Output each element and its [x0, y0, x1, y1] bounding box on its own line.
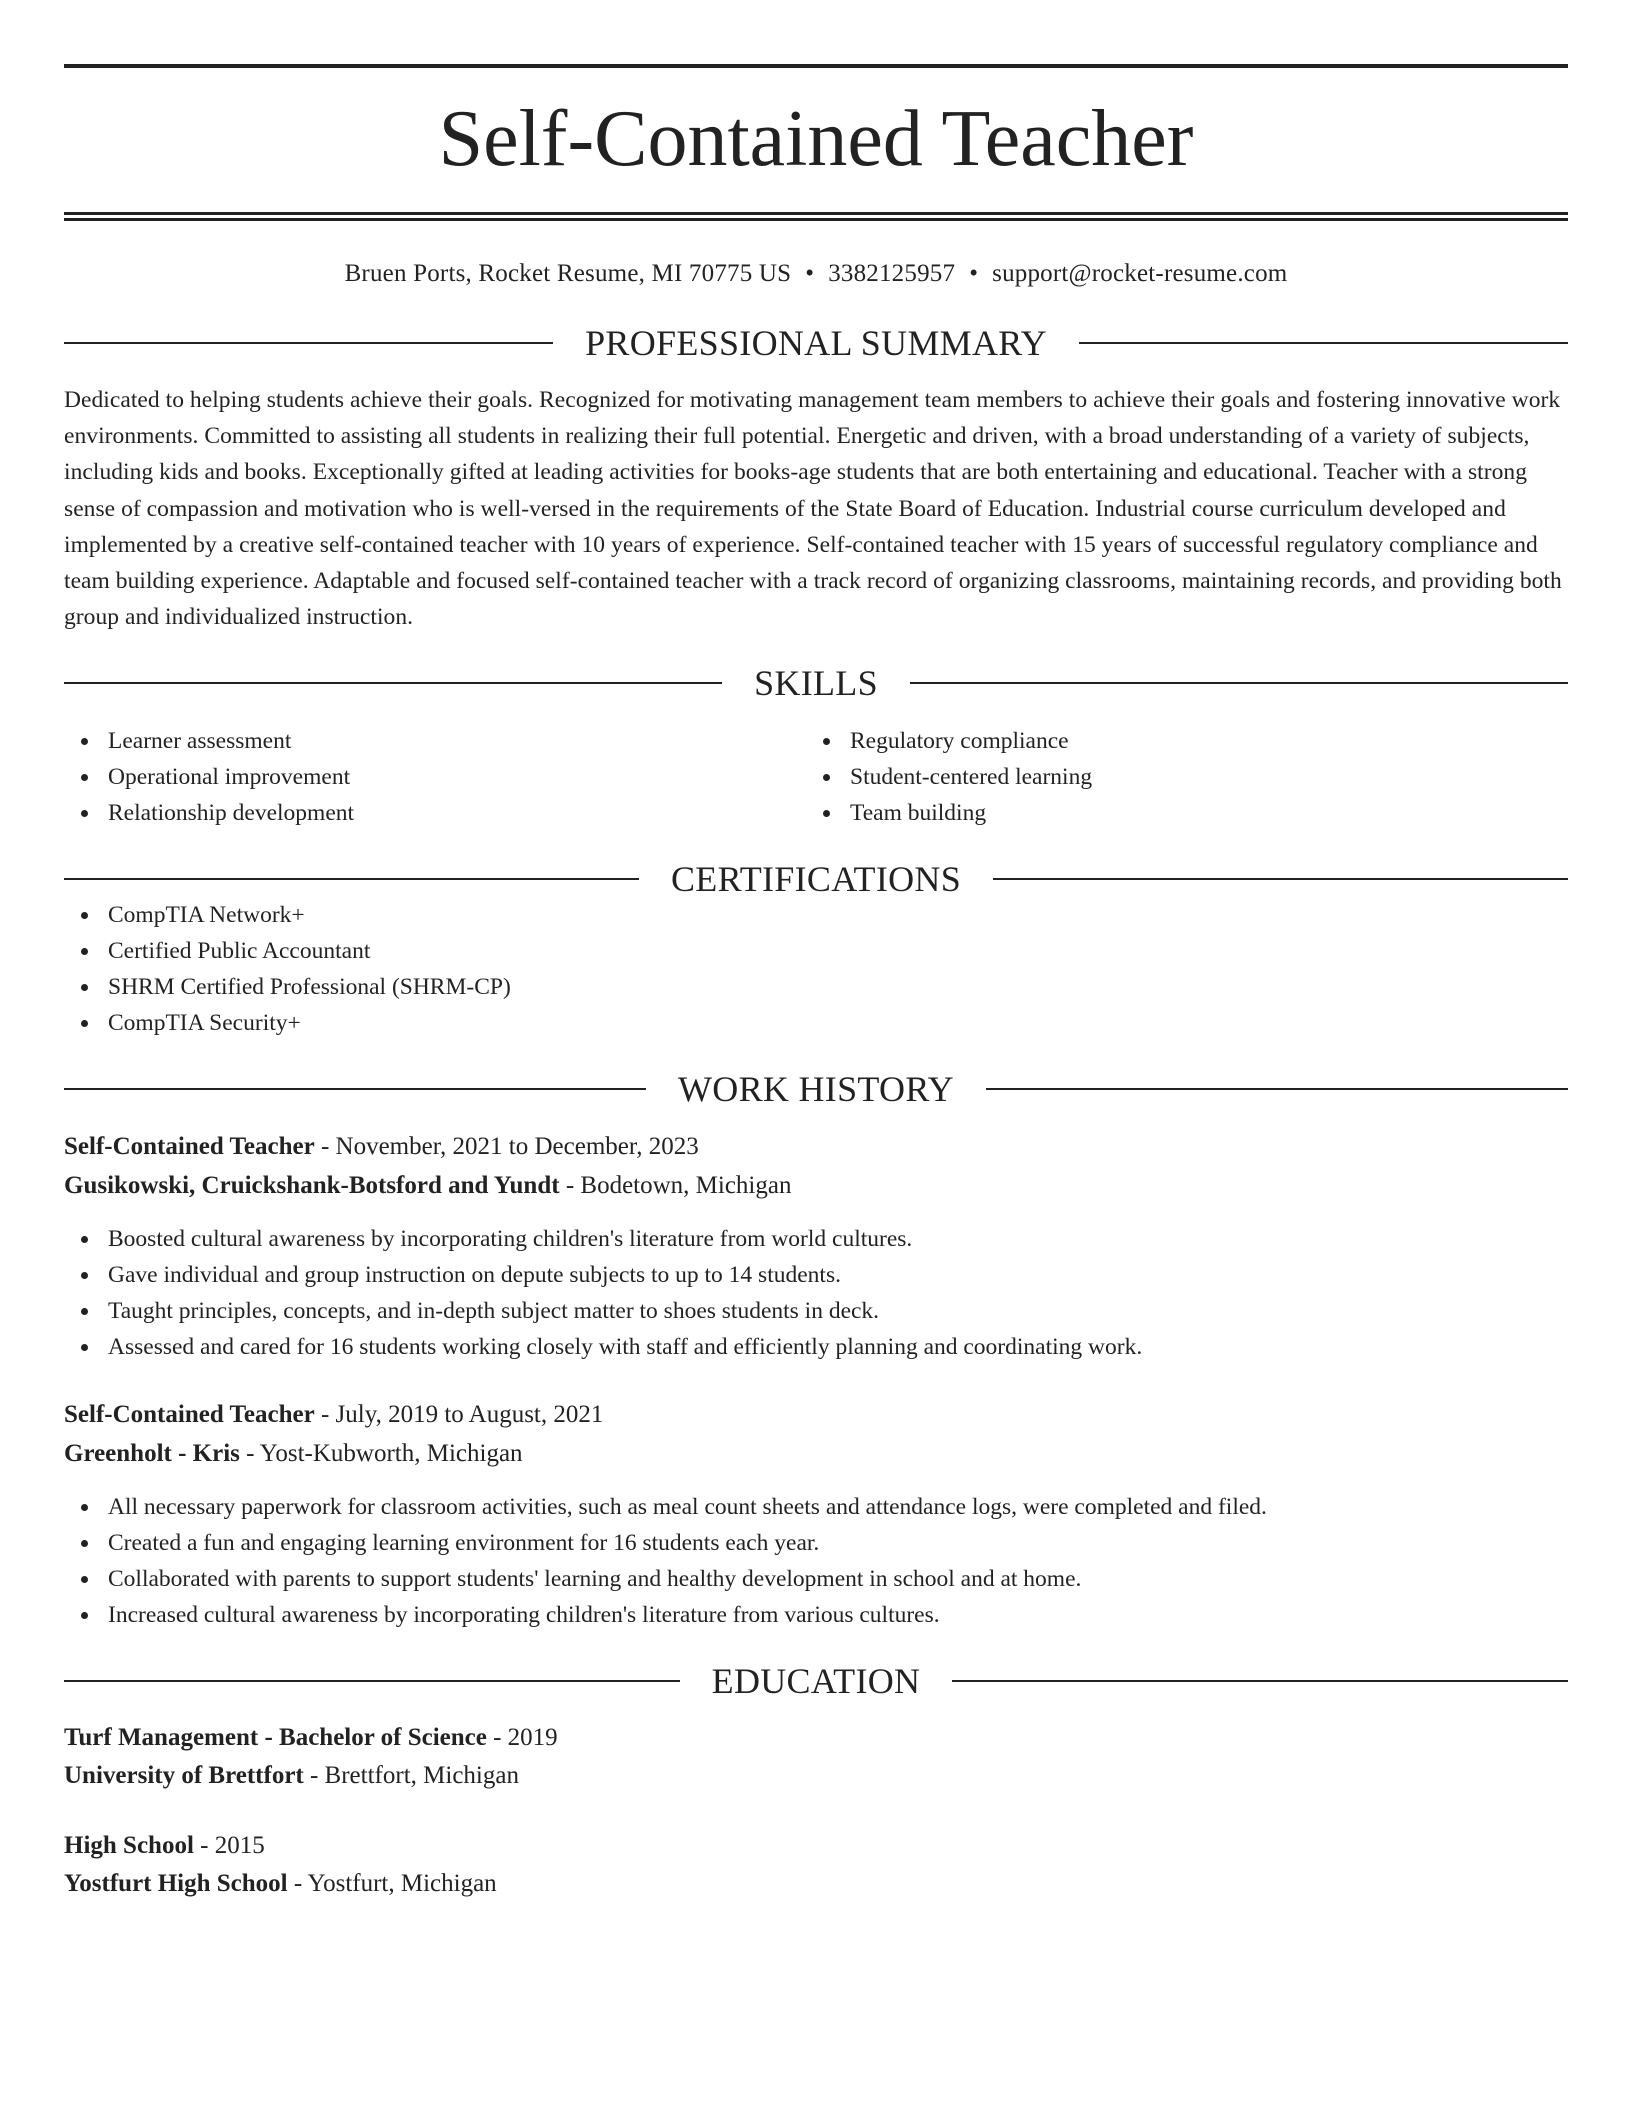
- heading-rule: [1079, 342, 1568, 344]
- skill-item: Regulatory compliance: [806, 723, 1568, 759]
- job-location: - Bodetown, Michigan: [559, 1172, 792, 1200]
- heading-rule: [64, 1088, 646, 1090]
- resume-title: Self-Contained Teacher: [438, 95, 1194, 183]
- contact-address: Bruen Ports, Rocket Resume, MI 70775 US: [344, 260, 792, 287]
- section-heading-skills: [64, 663, 1568, 704]
- heading-rule: [64, 342, 553, 344]
- education-degree-line: [64, 1719, 1568, 1757]
- job-employer-line: [64, 1166, 1568, 1205]
- job-title: Self-Contained Teacher: [64, 1401, 315, 1429]
- heading-label: SKILLS: [754, 663, 878, 704]
- education-entry: [64, 1827, 1568, 1903]
- heading-rule: [910, 682, 1568, 684]
- contact-email[interactable]: support@rocket-resume.com: [992, 260, 1288, 287]
- education-school: University of Brettfort: [64, 1762, 304, 1790]
- contact-separator: •: [805, 260, 815, 287]
- section-heading-certifications: [64, 859, 1568, 900]
- heading-label: WORK HISTORY: [678, 1069, 954, 1110]
- job-dates: - November, 2021 to December, 2023: [314, 1133, 699, 1161]
- certifications-list: [64, 897, 1568, 1041]
- education-degree-line: [64, 1827, 1568, 1865]
- education-degree: High School: [64, 1832, 194, 1860]
- skill-item: Learner assessment: [64, 723, 806, 759]
- section-heading-summary: [64, 325, 1568, 361]
- skills-column-right: [806, 723, 1568, 831]
- job-bullet: Collaborated with parents to support students' learning and healthy development in school and at home.: [64, 1561, 1568, 1597]
- job-bullet: Increased cultural awareness by incorporating children's literature from various cultures.: [64, 1597, 1568, 1633]
- skill-item: Operational improvement: [64, 759, 806, 795]
- heading-label: CERTIFICATIONS: [670, 859, 962, 900]
- job-bullet: Assessed and cared for 16 students working closely with staff and efficiently planning and coordinating work.: [64, 1329, 1568, 1365]
- heading-label: EDUCATION: [711, 1661, 921, 1702]
- job-bullet: Gave individual and group instruction on depute subjects to up to 14 students.: [64, 1257, 1568, 1293]
- certification-item: CompTIA Security+: [64, 1005, 1568, 1041]
- heading-rule: [986, 1088, 1568, 1090]
- title-block: [64, 64, 1568, 221]
- education-school-line: [64, 1757, 1568, 1795]
- certification-item: CompTIA Network+: [64, 897, 1568, 933]
- skill-item: Student-centered learning: [806, 759, 1568, 795]
- resume-page: [64, 64, 1568, 1903]
- job-title: Self-Contained Teacher: [64, 1133, 315, 1161]
- skill-item: Relationship development: [64, 795, 806, 831]
- job-bullet: All necessary paperwork for classroom activities, such as meal count sheets and attendance logs, were completed and filed.: [64, 1489, 1568, 1525]
- contact-phone: 3382125957: [828, 260, 956, 287]
- summary-text: Dedicated to helping students achieve their goals. Recognized for motivating management team members to achieve their goals and fostering innovative work environments. Committed to assisting all students in realizing their full potential. Energetic and driven, with a broad understanding of a variety of subjects, including kids and books. Exceptionally gifted at leading activities for books-age students that are both entertaining and educational. Teacher with a strong sense of compassion and motivation who is well-versed in the requirements of the State Board of Education. Industrial course curriculum developed and implemented by a creative self-contained teacher with 10 years of experience. Self-contained teacher with 15 years of successful regulatory compliance and team building experience. Adaptable and focused self-contained teacher with a track record of organizing classrooms, maintaining records, and providing both group and individualized instruction.: [64, 387, 1562, 631]
- heading-rule: [993, 878, 1568, 880]
- job-bullets: [64, 1489, 1568, 1633]
- certification-item: SHRM Certified Professional (SHRM-CP): [64, 969, 1568, 1005]
- job-employer: Gusikowski, Cruickshank-Botsford and Yundt: [64, 1172, 560, 1200]
- education-degree: Turf Management - Bachelor of Science: [64, 1724, 487, 1752]
- education-year: - 2015: [193, 1832, 265, 1860]
- job-employer-line: [64, 1434, 1568, 1473]
- education-entry: [64, 1719, 1568, 1795]
- section-heading-education: [64, 1661, 1568, 1702]
- education-school: Yostfurt High School: [64, 1870, 288, 1898]
- job-title-line: [64, 1395, 1568, 1434]
- job-bullet: Boosted cultural awareness by incorporating children's literature from world cultures.: [64, 1221, 1568, 1257]
- skills-list: [64, 723, 1568, 831]
- skill-item: Team building: [806, 795, 1568, 831]
- job-entry: [64, 1395, 1568, 1633]
- job-employer: Greenholt - Kris: [64, 1440, 240, 1468]
- heading-rule: [952, 1680, 1568, 1682]
- heading-rule: [64, 682, 722, 684]
- job-entry: [64, 1127, 1568, 1365]
- job-dates: - July, 2019 to August, 2021: [314, 1401, 604, 1429]
- education-location: - Brettfort, Michigan: [303, 1762, 519, 1790]
- contact-line: [64, 259, 1568, 289]
- title-double-rule: [64, 212, 1568, 221]
- job-title-line: [64, 1127, 1568, 1166]
- skills-column-left: [64, 723, 806, 831]
- job-bullets: [64, 1221, 1568, 1365]
- education-school-line: [64, 1865, 1568, 1903]
- education-year: - 2019: [486, 1724, 558, 1752]
- education-location: - Yostfurt, Michigan: [287, 1870, 497, 1898]
- job-location: - Yost-Kubworth, Michigan: [239, 1440, 523, 1468]
- heading-label: PROFESSIONAL SUMMARY: [585, 323, 1047, 363]
- section-heading-work: [64, 1069, 1568, 1110]
- job-bullet: Created a fun and engaging learning environment for 16 students each year.: [64, 1525, 1568, 1561]
- heading-rule: [64, 878, 639, 880]
- job-bullet: Taught principles, concepts, and in-depth subject matter to shoes students in deck.: [64, 1293, 1568, 1329]
- certification-item: Certified Public Accountant: [64, 933, 1568, 969]
- contact-separator: •: [969, 260, 979, 287]
- heading-rule: [64, 1680, 680, 1682]
